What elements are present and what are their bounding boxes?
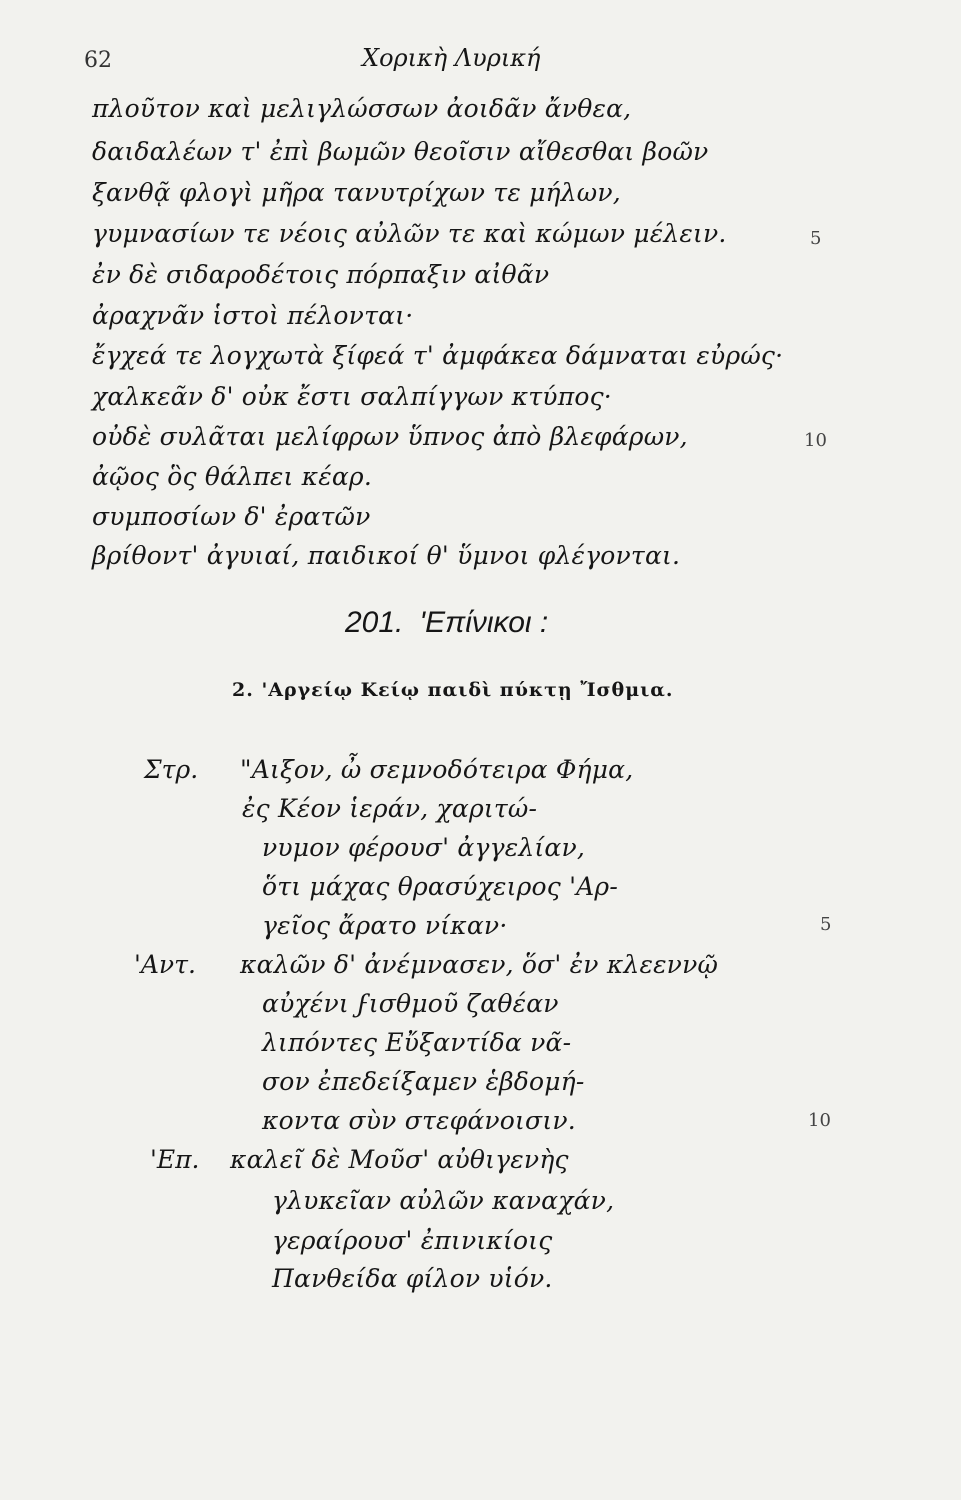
verse-line: πλοῦτον καὶ μελιγλώσσων ἀοιδᾶν ἄνθεα, [92, 94, 632, 123]
verse-line: συμποσίων δ' ἐρατῶν [92, 502, 371, 531]
verse-line: βρίθοντ' ἀγυιαί, παιδικοί θ' ὕμνοι φλέγονται. [92, 541, 681, 570]
verse-line: ξανθᾷ φλογὶ μῆρα τανυτρίχων τε μήλων, [92, 178, 621, 207]
fragment-title: 'Επίνικοι : [419, 606, 549, 639]
verse-line: νυμον φέρουσ' ἀγγελίαν, [262, 833, 586, 862]
verse-line: γλυκεῖαν αὐλῶν καναχάν, [272, 1186, 615, 1215]
strophe-label: Στρ. [144, 755, 199, 784]
verse-line: γεῖος ἄρατο νίκαν· [262, 911, 508, 940]
verse-line: "Αιξον, ὦ σεμνοδότειρα Φήμα, [240, 755, 634, 784]
verse-line: λιπόντες Εὔξαντίδα νᾶ- [262, 1028, 572, 1057]
fragment-number: 201. [345, 606, 404, 639]
verse-line: σον ἐπεδείξαμεν ἑβδομή- [262, 1067, 585, 1096]
verse-line: οὐδὲ συλᾶται μελίφρων ὕπνος ἀπὸ βλεφάρων, [92, 422, 688, 451]
verse-line: δαιδαλέων τ' ἐπὶ βωμῶν θεοῖσιν αἴθεσθαι βοῶν [92, 137, 709, 166]
verse-line: ἐν δὲ σιδαροδέτοις πόρπαξιν αἰθᾶν [92, 260, 550, 289]
page-number: 62 [84, 48, 112, 73]
verse-line: καλῶν δ' ἀνέμνασεν, ὅσ' ἐν κλεεννῷ [240, 950, 719, 979]
verse-line: ἐς Κέον ἱεράν, χαριτώ- [242, 794, 538, 823]
running-header: Χορικὴ Λυρική [362, 44, 541, 72]
line-number: 5 [810, 228, 822, 249]
verse-line: γεραίρουσ' ἐπινικίοις [272, 1226, 553, 1255]
epode-label: 'Επ. [150, 1145, 200, 1174]
verse-line: χαλκεᾶν δ' οὐκ ἔστι σαλπίγγων κτύπος· [92, 382, 612, 411]
verse-line: ὅτι μάχας θρασύχειρος 'Αρ- [262, 872, 618, 901]
verse-line: γυμνασίων τε νέοις αὐλῶν τε καὶ κώμων μέλειν. [92, 219, 727, 248]
verse-line: Πανθείδα φίλον υἱόν. [272, 1264, 553, 1293]
verse-line: ἀῷος ὃς θάλπει κέαρ. [92, 462, 372, 491]
verse-line: κοντα σὺν στεφάνοισιν. [262, 1106, 576, 1135]
antistrophe-label: 'Αντ. [134, 950, 196, 979]
ode-subheading: 2. 'Αργείῳ Κείῳ παιδὶ πύκτῃ Ἴσθμια. [232, 679, 674, 701]
section-heading [345, 606, 548, 640]
verse-line: ἔγχεά τε λογχωτὰ ξίφεά τ' ἀμφάκεα δάμναται εὐρώς· [92, 341, 784, 370]
line-number: 10 [804, 430, 827, 451]
verse-line: ἀραχνᾶν ἱστοὶ πέλονται· [92, 301, 414, 330]
line-number: 10 [808, 1110, 831, 1131]
verse-line: αὐχένι ϝισθμοῦ ζαθέαν [262, 989, 559, 1018]
verse-line: καλεῖ δὲ Μοῦσ' αὐθιγενὴς [230, 1145, 569, 1174]
line-number: 5 [820, 914, 832, 935]
